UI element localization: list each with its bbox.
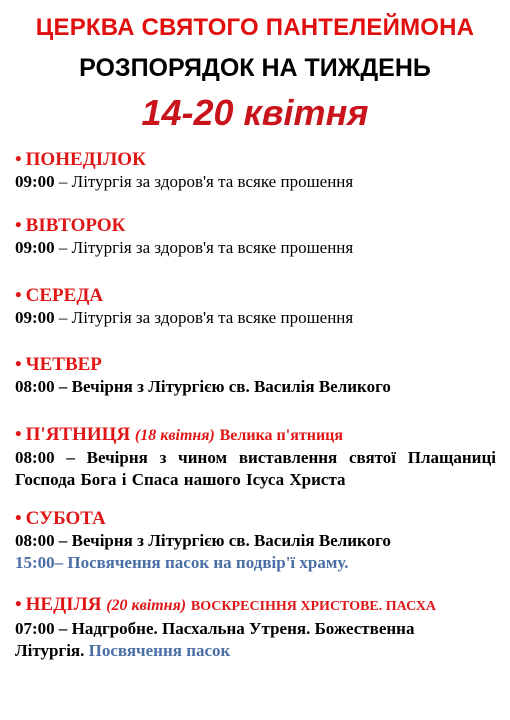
- day-name: ПОНЕДІЛОК: [25, 149, 146, 170]
- day-heading: [15, 508, 496, 530]
- date-note: (20 квітня): [106, 597, 187, 614]
- blessing-text: 15:00– Посвячення пасок на подвір'ї храму.: [15, 553, 349, 572]
- bullet-icon: •: [15, 149, 22, 170]
- feast-name: Велика п'ятниця: [219, 427, 344, 444]
- entry-text: – Літургія за здоров'я та всяке прошення: [54, 238, 354, 257]
- day-name: СУБОТА: [25, 508, 106, 529]
- schedule-entry: [15, 237, 496, 259]
- bullet-icon: •: [15, 508, 22, 529]
- bullet-icon: •: [15, 594, 22, 615]
- day-heading: [15, 149, 496, 171]
- bullet-icon: •: [15, 424, 22, 445]
- day-heading: [15, 594, 496, 618]
- schedule-title: РОЗПОРЯДОК НА ТИЖДЕНЬ: [79, 54, 431, 82]
- day-wednesday: [15, 285, 496, 329]
- schedule-entry: 08:00 – Вечірня з Літургією св. Василія Великого: [15, 531, 391, 550]
- date-range: 14-20 квітня: [141, 92, 369, 133]
- schedule-entry: 07:00 – Надгробне. Пасхальна Утреня. Божественна: [15, 619, 415, 638]
- day-friday: [15, 424, 496, 491]
- feast-name: ВОСКРЕСІННЯ ХРИСТОВЕ. ПАСХА: [190, 599, 437, 614]
- schedule-entry: 08:00 – Вечірня з чином виставлення святої Плащаниці Господа Бога і Спаса нашого Ісуса Христа: [15, 448, 496, 489]
- day-sunday: [15, 594, 496, 662]
- day-name: П'ЯТНИЦЯ: [25, 424, 131, 445]
- entry-text: – Літургія за здоров'я та всяке прошення: [54, 308, 354, 327]
- day-tuesday: [15, 215, 496, 259]
- bullet-icon: •: [15, 354, 22, 375]
- schedule-entry-blessing: [15, 552, 496, 574]
- entry-time: 09:00: [15, 172, 55, 191]
- blessing-text: Посвячення пасок: [88, 641, 231, 660]
- date-note: (18 квітня): [134, 427, 215, 444]
- day-heading: [15, 354, 496, 376]
- entry-text: – Літургія за здоров'я та всяке прошення: [54, 172, 354, 191]
- day-name: СЕРЕДА: [25, 285, 104, 306]
- entry-time: 09:00: [15, 308, 55, 327]
- schedule-entry: [15, 171, 496, 193]
- bullet-icon: •: [15, 285, 22, 306]
- bullet-icon: •: [15, 215, 22, 236]
- schedule-entry-cont: [15, 640, 496, 662]
- day-heading: [15, 285, 496, 307]
- entry-time: 09:00: [15, 238, 55, 257]
- day-name: ЧЕТВЕР: [25, 354, 102, 375]
- church-name: ЦЕРКВА СВЯТОГО ПАНТЕЛЕЙМОНА: [35, 14, 475, 41]
- day-monday: [15, 149, 496, 193]
- day-saturday: [15, 508, 496, 574]
- day-thursday: [15, 354, 496, 398]
- entry-text: Літургія.: [15, 641, 85, 660]
- day-heading: [15, 215, 496, 237]
- day-heading: [15, 424, 496, 447]
- day-name: НЕДІЛЯ: [25, 594, 102, 615]
- schedule-entry: [15, 307, 496, 329]
- schedule-entry: 08:00 – Вечірня з Літургією св. Василія Великого: [15, 377, 391, 396]
- day-name: ВІВТОРОК: [25, 215, 126, 236]
